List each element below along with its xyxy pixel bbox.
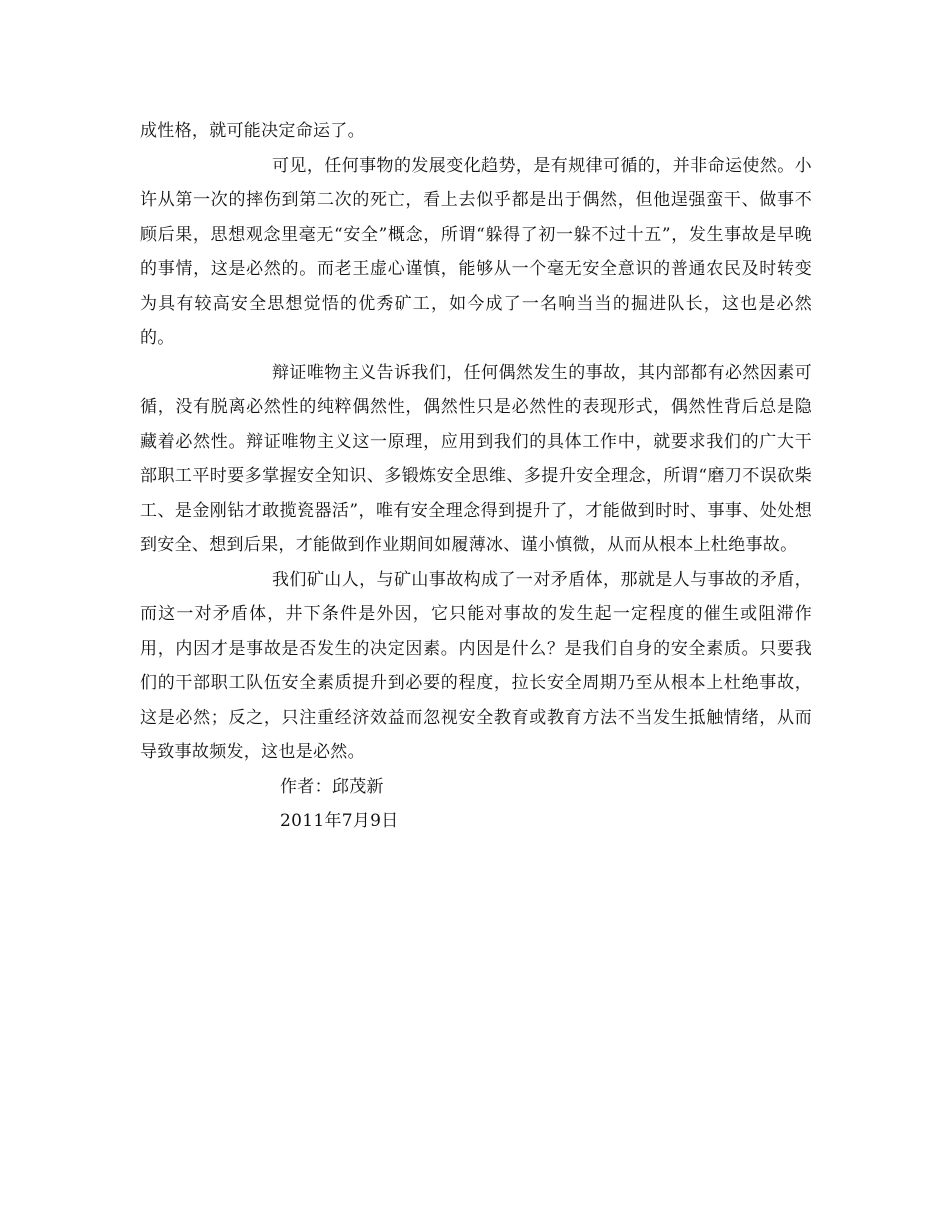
paragraph-continuation: 成性格，就可能决定命运了。 — [140, 121, 365, 141]
paragraph-dialectics: 辩证唯物主义告诉我们，任何偶然发生的事故，其内部都有必然因素可循，没有脱离必然性的纯粹偶然性，偶然性只是必然性的表现形式，偶然性背后总是隐藏着必然性。辩证唯物主义这一原理，应用到我们的具体工作中，就要求我们的广大干部职工平时要多掌握安全知识、多锻炼安全思维、多提升安全理念，所谓“磨刀不误砍柴工、是金刚钻才敢揽瓷器活”，唯有安全理念得到提升了，才能做到时时、事事、处处想到安全、想到后果，才能做到作业期间如履薄冰、谨小慎微，从而从根本上杜绝事故。 — [140, 362, 812, 555]
paragraph-regularity: 可见，任何事物的发展变化趋势，是有规律可循的，并非命运使然。小许从第一次的摔伤到第二次的死亡，看上去似乎都是出于偶然，但他逞强蛮干、做事不顾后果，思想观念里毫无“安全”概念，所谓“躲得了初一躲不过十五”，发生事故是早晚的事情，这是必然的。而老王虚心谨慎，能够从一个毫无安全意识的普通农民及时转变为具有较高安全思想觉悟的优秀矿工，如今成了一名响当当的掘进队长，这也是必然的。 — [140, 155, 812, 348]
document-body — [140, 114, 812, 839]
author-line: 作者：邱茂新 — [280, 776, 384, 797]
date-line: 2011年7月9日 — [280, 811, 399, 831]
paragraph-mining-contradiction: 我们矿山人，与矿山事故构成了一对矛盾体，那就是人与事故的矛盾，而这一对矛盾体，井下条件是外因，它只能对事故的发生起一定程度的催生或阻滞作用，内因才是事故是否发生的决定因素。内因是什么？是我们自身的安全素质。只要我们的干部职工队伍安全素质提升到必要的程度，拉长安全周期乃至从根本上杜绝事故，这是必然；反之，只注重经济效益而忽视安全教育或教育方法不当发生抵触情绪，从而导致事故频发，这也是必然。 — [140, 569, 812, 762]
